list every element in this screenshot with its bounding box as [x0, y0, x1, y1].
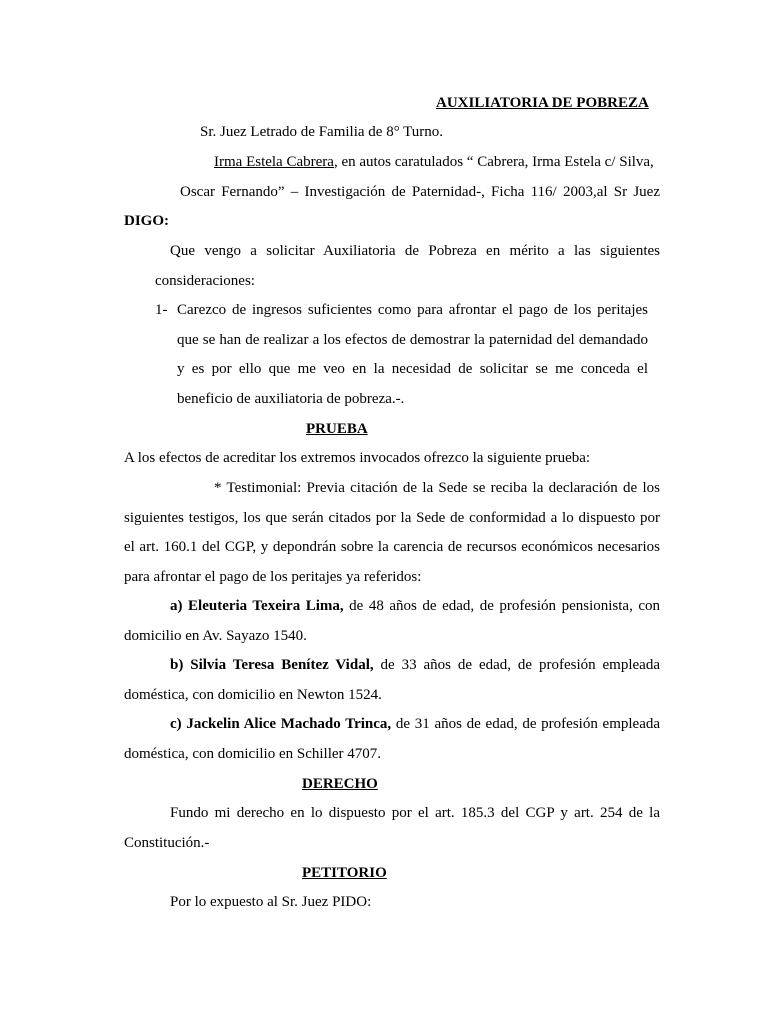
- witness-b-line-2: doméstica, con domicilio en Newton 1524.: [124, 687, 382, 703]
- derecho-line-1: Fundo mi derecho en lo dispuesto por el art. 185.3 del CGP y art. 254 de la: [170, 805, 660, 821]
- witness-b-line-1: [170, 656, 660, 674]
- testimonial-line-3: el art. 160.1 del CGP, y depondrán sobre la carencia de recursos económicos necesarios: [124, 539, 660, 555]
- witness-a-line-2: domicilio en Av. Sayazo 1540.: [124, 628, 307, 644]
- derecho-heading: DERECHO: [302, 776, 378, 792]
- testimonial-line-1: * Testimonial: Previa citación de la Sede se reciba la declaración de los: [214, 480, 660, 496]
- item-1-line-3: y es por ello que me veo en la necesidad de solicitar se me conceda el: [177, 361, 648, 377]
- document-title: AUXILIATORIA DE POBREZA: [436, 95, 649, 111]
- item-1-line-2: que se han de realizar a los efectos de demostrar la paternidad del demandado: [177, 332, 648, 348]
- witness-c-line-1: [170, 715, 660, 733]
- derecho-line-2: Constitución.-: [124, 835, 210, 851]
- intro-line-2: Oscar Fernando” – Investigación de Paternidad-, Ficha 116/ 2003,al Sr Juez: [180, 184, 660, 200]
- petitorio-heading: PETITORIO: [302, 865, 387, 881]
- addressee: Sr. Juez Letrado de Familia de 8° Turno.: [200, 124, 444, 140]
- intro-line-1-rest: , en autos caratulados “ Cabrera, Irma Estela c/ Silva,: [333, 154, 654, 170]
- testimonial-line-4: para afrontar el pago de los peritajes ya referidos:: [124, 569, 422, 585]
- request-line-1: Que vengo a solicitar Auxiliatoria de Pobreza en mérito a las siguientes: [170, 243, 660, 259]
- witness-b-name: b) Silvia Teresa Benítez Vidal,: [170, 657, 374, 673]
- witness-a-name: a) Eleuteria Texeira Lima,: [170, 598, 344, 614]
- petitorio-line-1: Por lo expuesto al Sr. Juez PIDO:: [170, 894, 372, 910]
- witness-c-line-2: doméstica, con domicilio en Schiller 4707.: [124, 746, 382, 762]
- petitioner-name: Irma Estela Cabrera: [214, 154, 334, 170]
- prueba-heading: PRUEBA: [306, 421, 368, 437]
- digo-heading: DIGO:: [124, 213, 169, 229]
- prueba-intro: A los efectos de acreditar los extremos invocados ofrezco la siguiente prueba:: [124, 450, 591, 466]
- witness-a-line-1: [170, 597, 660, 615]
- witness-c-name: c) Jackelin Alice Machado Trinca,: [170, 716, 392, 732]
- witness-b-details: de 33 años de edad, de profesión empleada: [373, 657, 660, 673]
- witness-c-details: de 31 años de edad, de profesión empleada: [391, 716, 661, 732]
- witness-a-details: de 48 años de edad, de profesión pensionista, con: [343, 598, 661, 614]
- item-1-line-1: Carezco de ingresos suficientes como para afrontar el pago de los peritajes: [177, 302, 648, 318]
- item-1-line-4: beneficio de auxiliatoria de pobreza.-.: [177, 391, 405, 407]
- intro-line-1: [214, 153, 654, 171]
- item-1-number: 1-: [155, 302, 168, 318]
- request-line-2: consideraciones:: [155, 273, 255, 289]
- testimonial-line-2: siguientes testigos, los que serán citados por la Sede de conformidad a lo dispuesto por: [124, 510, 660, 526]
